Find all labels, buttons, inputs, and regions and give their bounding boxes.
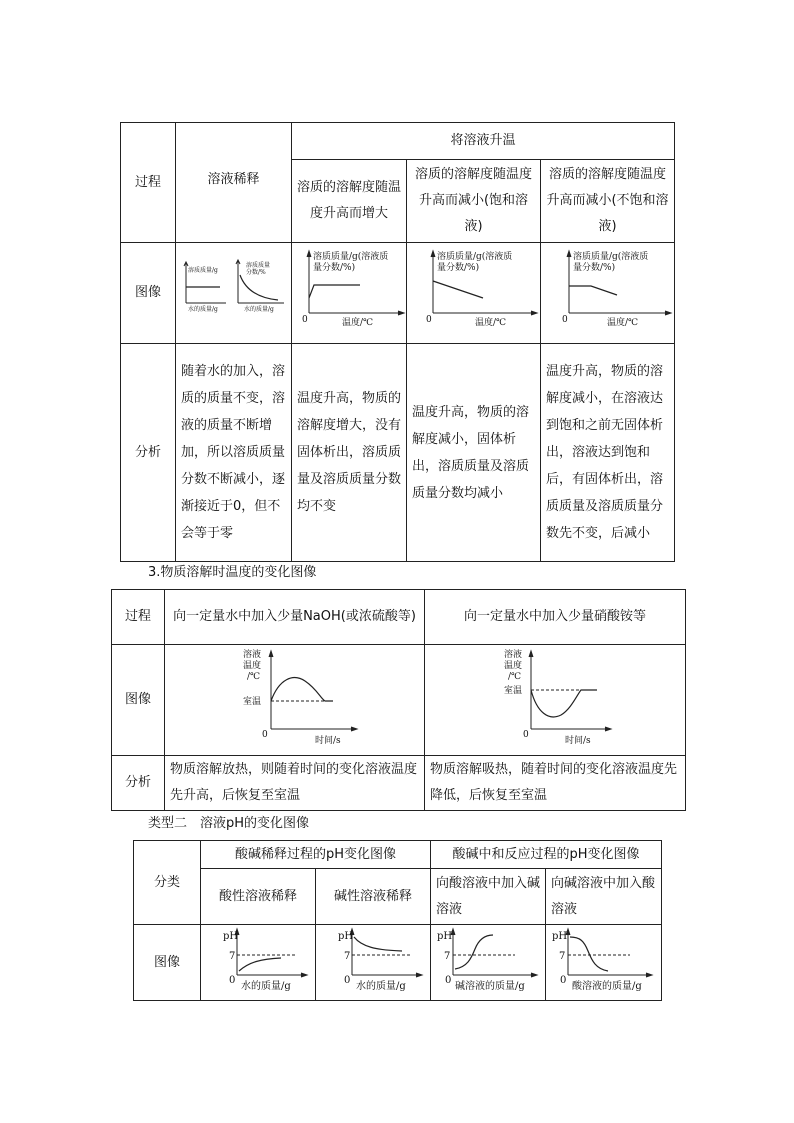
graph-c-line bbox=[569, 286, 617, 295]
ph1-origin: 0 bbox=[229, 975, 236, 986]
ph1-curve bbox=[239, 958, 281, 971]
dilute-ylabel-2b: 分数/% bbox=[246, 269, 266, 276]
graph-a-xlabel: 温度/℃ bbox=[342, 318, 374, 328]
t1-col-a-header: 溶质的溶解度随温度升高而增大 bbox=[292, 160, 407, 243]
ph3-seven: 7 bbox=[444, 951, 451, 962]
t3-row-graph-label: 图像 bbox=[134, 925, 201, 1001]
section-3-title: 3.物质溶解时温度的变化图像 bbox=[148, 565, 317, 580]
graph-b-origin: 0 bbox=[426, 315, 432, 325]
ph3-curve bbox=[455, 935, 493, 969]
ph-graph-acid-plus-base bbox=[431, 925, 546, 1000]
t1-graph-a-cell bbox=[292, 243, 407, 344]
graph-a bbox=[292, 243, 407, 343]
t3-row-category-label: 分类 bbox=[134, 841, 201, 925]
dilute-ylabel-2a: 溶质质量 bbox=[246, 262, 271, 269]
t2-row-graph-label: 图像 bbox=[112, 645, 165, 756]
dilute-fraction-curve bbox=[240, 275, 278, 300]
t3-sub-1-header: 酸性溶液稀释 bbox=[201, 869, 316, 925]
table-dissolution-temperature bbox=[111, 589, 686, 811]
ph2-curve bbox=[354, 937, 402, 951]
t1-analysis-dilute: 随着水的加入，溶质的质量不变，溶液的质量不断增加，所以溶质质量分数不断减小，逐渐接近于0，但不会等于零 bbox=[176, 344, 292, 562]
t1-col-b-header: 溶质的溶解度随温度升高而减小(饱和溶液) bbox=[407, 160, 541, 243]
table-solution-change bbox=[120, 122, 675, 562]
ph1-seven: 7 bbox=[229, 951, 236, 962]
table-ph-change bbox=[133, 840, 662, 1001]
t2-graph-2-cell bbox=[425, 645, 686, 756]
ph4-curve bbox=[570, 937, 608, 971]
exo-ylabel-2: 温度 bbox=[243, 661, 262, 671]
ph1-x: 水的质量/g bbox=[241, 981, 291, 992]
t1-row-analysis-label: 分析 bbox=[121, 344, 176, 562]
graph-a-ylabel-1: 溶质质量/g(溶液质 bbox=[313, 252, 389, 262]
t2-graph-1-cell bbox=[165, 645, 425, 756]
exo-ylabel-3: /℃ bbox=[247, 672, 261, 682]
graph-b-ylabel-2: 量分数/%) bbox=[437, 263, 480, 273]
graph-b-ylabel-1: 溶质质量/g(溶液质 bbox=[437, 252, 513, 262]
endo-ylabel-3: /℃ bbox=[508, 672, 522, 682]
dilute-xlabel-1: 水的质量/g bbox=[188, 306, 218, 313]
t3-graph-2-cell bbox=[316, 925, 431, 1001]
ph4-origin: 0 bbox=[560, 975, 567, 986]
dilute-xlabel-2: 水的质量/g bbox=[244, 306, 274, 313]
endo-origin: 0 bbox=[523, 730, 529, 740]
ph-graph-base-dilution bbox=[316, 925, 431, 1000]
ph2-seven: 7 bbox=[344, 951, 351, 962]
dilute-graphs bbox=[176, 243, 292, 343]
section-type2-title: 类型二 溶液pH的变化图像 bbox=[148, 816, 310, 831]
t1-row-process-label: 过程 bbox=[121, 123, 176, 243]
t3-sub-3-header: 向酸溶液中加入碱溶液 bbox=[431, 869, 546, 925]
exo-curve bbox=[271, 678, 333, 701]
graph-c-ylabel-1: 溶质质量/g(溶液质 bbox=[573, 252, 649, 262]
t1-graph-c-cell bbox=[541, 243, 675, 344]
t2-col-1-header: 向一定量水中加入少量NaOH(或浓硫酸等) bbox=[165, 590, 425, 645]
t2-row-analysis-label: 分析 bbox=[112, 756, 165, 811]
exo-room-label: 室温 bbox=[243, 697, 262, 707]
ph4-y: pH bbox=[552, 931, 568, 942]
ph3-y: pH bbox=[437, 931, 453, 942]
t1-analysis-c: 温度升高，物质的溶解度减小，在溶液达到饱和之前无固体析出，溶液达到饱和后，有固体析出，溶质质量及溶质质量分数先不变，后减小 bbox=[541, 344, 675, 562]
t2-col-2-header: 向一定量水中加入少量硝酸铵等 bbox=[425, 590, 686, 645]
ph-graph-base-plus-acid bbox=[546, 925, 662, 1000]
t3-graph-4-cell bbox=[546, 925, 662, 1001]
graph-a-origin: 0 bbox=[302, 315, 308, 325]
exo-origin: 0 bbox=[262, 730, 268, 740]
t1-graph-dilute-cell bbox=[176, 243, 292, 344]
t2-analysis-2: 物质溶解吸热，随着时间的变化溶液温度先降低，后恢复至室温 bbox=[425, 756, 686, 811]
t1-graph-b-cell bbox=[407, 243, 541, 344]
graph-exothermic bbox=[165, 645, 425, 755]
t1-dilute-title: 溶液稀释 bbox=[176, 123, 292, 243]
t3-group-1-header: 酸碱稀释过程的pH变化图像 bbox=[201, 841, 431, 869]
t1-row-graph-label: 图像 bbox=[121, 243, 176, 344]
ph3-x: 碱溶液的质量/g bbox=[455, 981, 525, 992]
t3-group-2-header: 酸碱中和反应过程的pH变化图像 bbox=[431, 841, 662, 869]
exo-ylabel-1: 溶液 bbox=[243, 650, 262, 660]
endo-xlabel: 时间/s bbox=[565, 736, 591, 746]
endo-curve bbox=[531, 690, 597, 717]
t1-heat-title: 将溶液升温 bbox=[292, 123, 675, 160]
ph2-origin: 0 bbox=[344, 975, 351, 986]
graph-a-ylabel-2: 量分数/%) bbox=[313, 263, 356, 273]
ph-graph-acid-dilution bbox=[201, 925, 316, 1000]
exo-xlabel: 时间/s bbox=[315, 736, 341, 746]
ph3-origin: 0 bbox=[445, 975, 452, 986]
graph-a-line bbox=[309, 285, 360, 298]
t3-graph-3-cell bbox=[431, 925, 546, 1001]
t2-row-process-label: 过程 bbox=[112, 590, 165, 645]
ph2-y: pH bbox=[338, 931, 354, 942]
t3-sub-2-header: 碱性溶液稀释 bbox=[316, 869, 431, 925]
graph-b-line bbox=[433, 281, 483, 298]
t1-analysis-a: 温度升高，物质的溶解度增大，没有固体析出，溶质质量及溶质质量分数均不变 bbox=[292, 344, 407, 562]
ph4-seven: 7 bbox=[559, 951, 566, 962]
graph-c-ylabel-2: 量分数/%) bbox=[573, 263, 616, 273]
graph-c bbox=[541, 243, 675, 343]
ph2-x: 水的质量/g bbox=[356, 981, 406, 992]
t3-sub-4-header: 向碱溶液中加入酸溶液 bbox=[546, 869, 662, 925]
ph1-y: pH bbox=[223, 931, 239, 942]
endo-room-label: 室温 bbox=[504, 686, 523, 696]
graph-endothermic bbox=[425, 645, 686, 755]
endo-ylabel-2: 温度 bbox=[504, 661, 523, 671]
graph-b-xlabel: 温度/℃ bbox=[475, 318, 507, 328]
t2-analysis-1: 物质溶解放热，则随着时间的变化溶液温度先升高，后恢复至室温 bbox=[165, 756, 425, 811]
t1-col-c-header: 溶质的溶解度随温度升高而减小(不饱和溶液) bbox=[541, 160, 675, 243]
dilute-ylabel-1: 溶质质量/g bbox=[188, 267, 218, 274]
t1-analysis-b: 温度升高，物质的溶解度减小，固体析出，溶质质量及溶质质量分数均减小 bbox=[407, 344, 541, 562]
endo-ylabel-1: 溶液 bbox=[504, 650, 523, 660]
graph-c-xlabel: 温度/℃ bbox=[607, 318, 639, 328]
graph-c-origin: 0 bbox=[562, 315, 568, 325]
graph-b bbox=[407, 243, 541, 343]
ph4-x: 酸溶液的质量/g bbox=[572, 981, 642, 992]
t3-graph-1-cell bbox=[201, 925, 316, 1001]
